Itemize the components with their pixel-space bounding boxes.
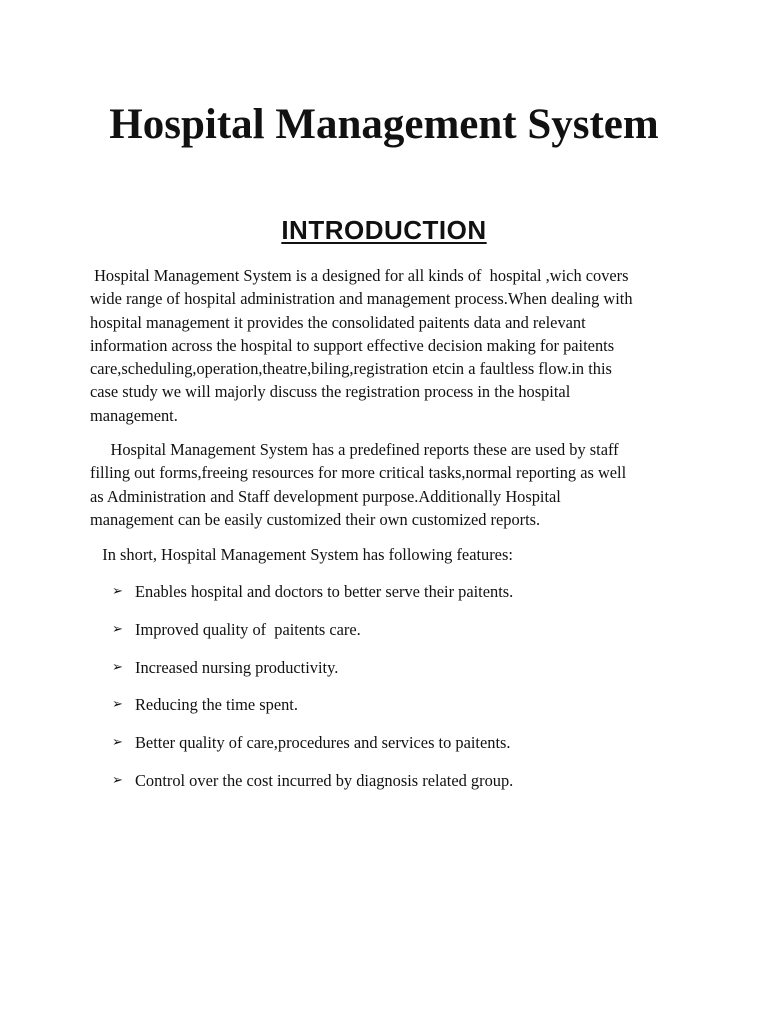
document-title: Hospital Management System — [109, 101, 659, 148]
paragraph-line: hospital management it provides the consolidated paitents data and relevant — [90, 312, 586, 332]
paragraph-line: as Administration and Staff development purpose.Additionally Hospital — [90, 486, 561, 506]
arrowhead-bullet-icon: ➢ — [112, 621, 123, 637]
feature-text: Enables hospital and doctors to better serve their paitents. — [135, 582, 514, 601]
intro-paragraph-2 — [90, 438, 626, 531]
paragraph-line: filling out forms,freeing resources for more critical tasks,normal reporting as well — [90, 463, 627, 483]
paragraph-line: information across the hospital to support effective decision making for paitents — [90, 335, 615, 355]
features-intro-paragraph: In short, Hospital Management System has following features: — [90, 545, 513, 564]
feature-text: Control over the cost incurred by diagnosis related group. — [135, 770, 514, 790]
section-heading: INTRODUCTION — [281, 215, 487, 245]
feature-text: Increased nursing productivity. — [135, 657, 339, 677]
paragraph-line: management. — [90, 405, 178, 425]
intro-paragraph-1 — [90, 264, 633, 427]
arrowhead-bullet-icon: ➢ — [112, 584, 123, 599]
paragraph-line: wide range of hospital administration and management process.When dealing with — [90, 289, 633, 309]
paragraph-line: management can be easily customized their own customized reports. — [90, 509, 541, 529]
arrowhead-bullet-icon: ➢ — [112, 697, 123, 713]
section-heading-wrapper — [0, 214, 768, 246]
arrowhead-bullet-icon: ➢ — [112, 772, 123, 788]
feature-text: Better quality of care,procedures and services to paitents. — [135, 733, 511, 753]
arrowhead-bullet-icon: ➢ — [112, 659, 123, 675]
arrowhead-bullet-icon: ➢ — [112, 735, 123, 751]
paragraph-line: Hospital Management System is a designed for all kinds of hospital ,wich covers — [90, 266, 629, 285]
paragraph-line: Hospital Management System has a predefined reports these are used by staff — [90, 440, 619, 459]
feature-text: Improved quality of paitents care. — [135, 619, 361, 639]
paragraph-line: case study we will majorly discuss the registration process in the hospital — [90, 382, 571, 402]
feature-text: Reducing the time spent. — [135, 695, 298, 715]
paragraph-line: care,scheduling,operation,theatre,biling,registration etcin a faultless flow.in this — [90, 359, 612, 379]
